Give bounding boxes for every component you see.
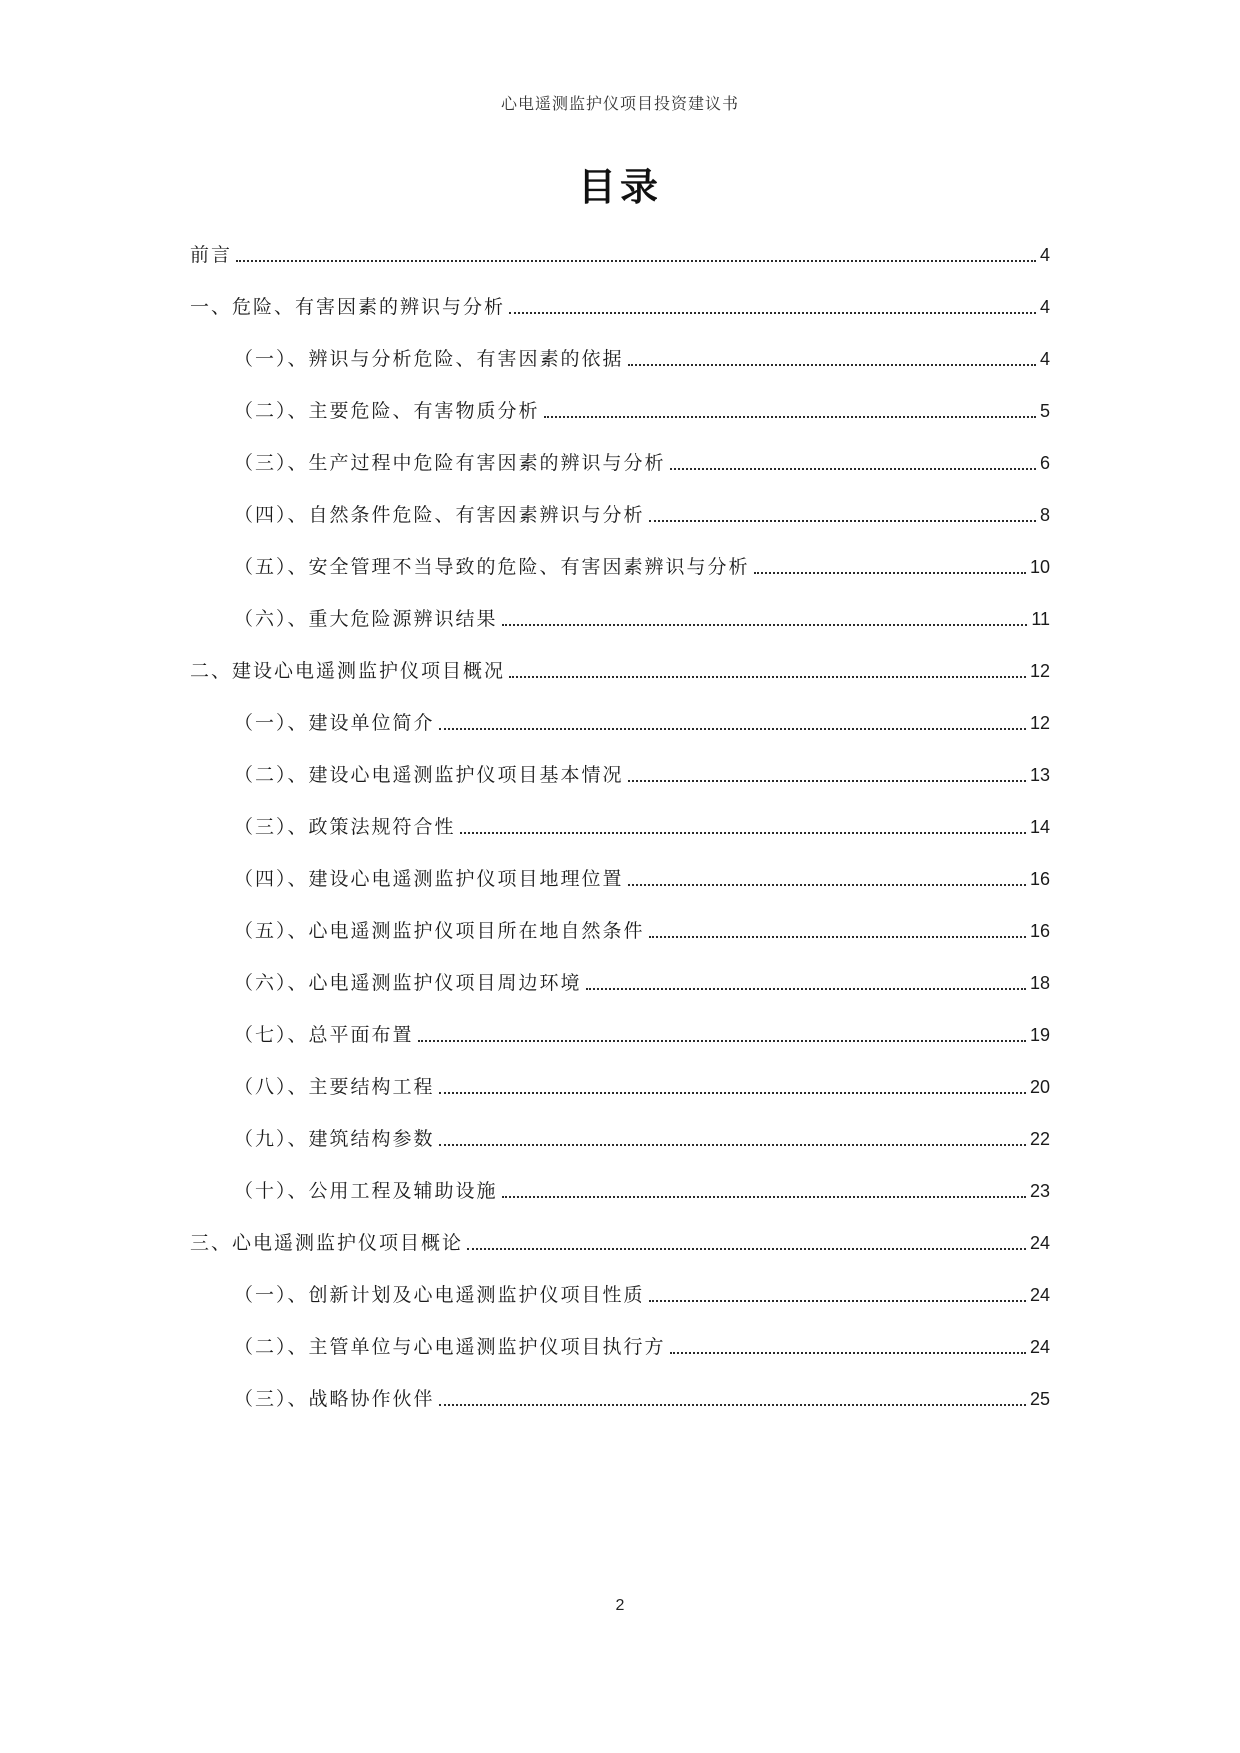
toc-entry-page-number: 24 <box>1029 1285 1050 1305</box>
toc-entry-page-number: 16 <box>1029 869 1050 889</box>
toc-entry-page-number: 16 <box>1029 921 1050 941</box>
toc-entry[interactable] <box>234 552 1050 582</box>
toc-entry-page-number: 8 <box>1039 505 1050 525</box>
toc-dot-leader <box>509 676 1026 678</box>
toc-dot-leader <box>649 936 1026 938</box>
toc-entry-label: （二）、主要危险、有害物质分析 <box>234 400 540 422</box>
toc-entry[interactable] <box>190 656 1050 686</box>
toc-entry-page-number: 6 <box>1039 453 1050 473</box>
toc-entry[interactable] <box>234 812 1050 842</box>
toc-dot-leader <box>467 1248 1026 1250</box>
toc-entry[interactable] <box>234 864 1050 894</box>
toc-entry-label: （三）、生产过程中危险有害因素的辨识与分析 <box>234 452 666 474</box>
toc-entry-page-number: 5 <box>1039 401 1050 421</box>
toc-entry-label: （七）、总平面布置 <box>234 1024 414 1046</box>
toc-entry-page-number: 11 <box>1031 609 1050 629</box>
toc-entry-label: （一）、辨识与分析危险、有害因素的依据 <box>234 348 624 370</box>
toc-entry-page-number: 23 <box>1029 1181 1050 1201</box>
toc-entry-label: （四）、自然条件危险、有害因素辨识与分析 <box>234 504 645 526</box>
toc-entry-page-number: 4 <box>1039 349 1050 369</box>
toc-entry-page-number: 4 <box>1039 245 1050 265</box>
toc-entry-label: （三）、战略协作伙伴 <box>234 1388 435 1410</box>
page-number: 2 <box>615 1597 625 1614</box>
toc-entry-label: （一）、创新计划及心电遥测监护仪项目性质 <box>234 1284 645 1306</box>
toc-entry[interactable] <box>234 760 1050 790</box>
toc-entry[interactable] <box>234 1384 1050 1414</box>
toc-entry-label: （二）、建设心电遥测监护仪项目基本情况 <box>234 764 624 786</box>
toc-entry[interactable] <box>234 1332 1050 1362</box>
toc-entry-label: （六）、重大危险源辨识结果 <box>234 608 498 630</box>
toc-entry-label: 前言 <box>190 244 233 266</box>
toc-entry-page-number: 22 <box>1029 1129 1050 1149</box>
toc-entry[interactable] <box>234 1124 1050 1154</box>
toc-dot-leader <box>439 1404 1026 1406</box>
toc-entry[interactable] <box>190 240 1050 270</box>
toc-entry[interactable] <box>234 708 1050 738</box>
toc-dot-leader <box>502 624 1028 626</box>
toc-entry-label: （六）、心电遥测监护仪项目周边环境 <box>234 972 582 994</box>
toc-entry-page-number: 24 <box>1029 1337 1050 1357</box>
toc-dot-leader <box>236 260 1036 262</box>
toc-dot-leader <box>502 1196 1026 1198</box>
toc-dot-leader <box>439 1092 1026 1094</box>
toc-dot-leader <box>649 520 1036 522</box>
toc-dot-leader <box>418 1040 1026 1042</box>
toc-entry-page-number: 10 <box>1029 557 1050 577</box>
toc-entry-label: （九）、建筑结构参数 <box>234 1128 435 1150</box>
toc-entry[interactable] <box>234 1280 1050 1310</box>
toc-entry[interactable] <box>234 344 1050 374</box>
toc-entry-page-number: 14 <box>1029 817 1050 837</box>
toc-entry[interactable] <box>234 968 1050 998</box>
toc-entry-label: （四）、建设心电遥测监护仪项目地理位置 <box>234 868 624 890</box>
toc-dot-leader <box>439 728 1026 730</box>
toc-dot-leader <box>754 572 1026 574</box>
toc-dot-leader <box>544 416 1036 418</box>
toc-entry-label: （二）、主管单位与心电遥测监护仪项目执行方 <box>234 1336 666 1358</box>
toc-entry-page-number: 25 <box>1029 1389 1050 1409</box>
toc-entry[interactable] <box>234 448 1050 478</box>
toc-entry-label: （三）、政策法规符合性 <box>234 816 456 838</box>
toc-entry-label: 二、建设心电遥测监护仪项目概况 <box>190 660 506 682</box>
toc-entry-label: （十）、公用工程及辅助设施 <box>234 1180 498 1202</box>
toc-entry-page-number: 13 <box>1029 765 1050 785</box>
toc-dot-leader <box>628 780 1026 782</box>
toc-entry-label: 三、心电遥测监护仪项目概论 <box>190 1232 464 1254</box>
toc-entry[interactable] <box>234 604 1050 634</box>
toc-dot-leader <box>628 884 1026 886</box>
toc-dot-leader <box>649 1300 1026 1302</box>
toc-entry-page-number: 12 <box>1029 713 1050 733</box>
toc-entry-page-number: 4 <box>1039 297 1050 317</box>
toc-entry[interactable] <box>234 1072 1050 1102</box>
toc-entry[interactable] <box>234 396 1050 426</box>
toc-dot-leader <box>460 832 1026 834</box>
toc-dot-leader <box>509 312 1036 314</box>
toc-entry-page-number: 19 <box>1029 1025 1050 1045</box>
toc-dot-leader <box>628 364 1036 366</box>
toc-entry-label: （五）、心电遥测监护仪项目所在地自然条件 <box>234 920 645 942</box>
toc-title: 目录 <box>577 165 662 209</box>
toc-entry-page-number: 18 <box>1029 973 1050 993</box>
toc-entry-page-number: 24 <box>1029 1233 1050 1253</box>
toc-entry[interactable] <box>190 1228 1050 1258</box>
toc-entry-page-number: 12 <box>1029 661 1050 681</box>
toc-entry-label: （一）、建设单位简介 <box>234 712 435 734</box>
toc-dot-leader <box>586 988 1026 990</box>
toc-entry-label: （五）、安全管理不当导致的危险、有害因素辨识与分析 <box>234 556 750 578</box>
toc-entry[interactable] <box>234 916 1050 946</box>
running-header: 心电遥测监护仪项目投资建议书 <box>500 94 739 113</box>
toc-entry[interactable] <box>234 1020 1050 1050</box>
toc-entry[interactable] <box>234 500 1050 530</box>
toc-dot-leader <box>439 1144 1026 1146</box>
toc-entry[interactable] <box>190 292 1050 322</box>
toc-entry-label: （八）、主要结构工程 <box>234 1076 435 1098</box>
toc-entry-label: 一、危险、有害因素的辨识与分析 <box>190 296 506 318</box>
toc-entry[interactable] <box>234 1176 1050 1206</box>
toc-dot-leader <box>670 1352 1026 1354</box>
toc-entry-page-number: 20 <box>1029 1077 1050 1097</box>
toc-dot-leader <box>670 468 1036 470</box>
